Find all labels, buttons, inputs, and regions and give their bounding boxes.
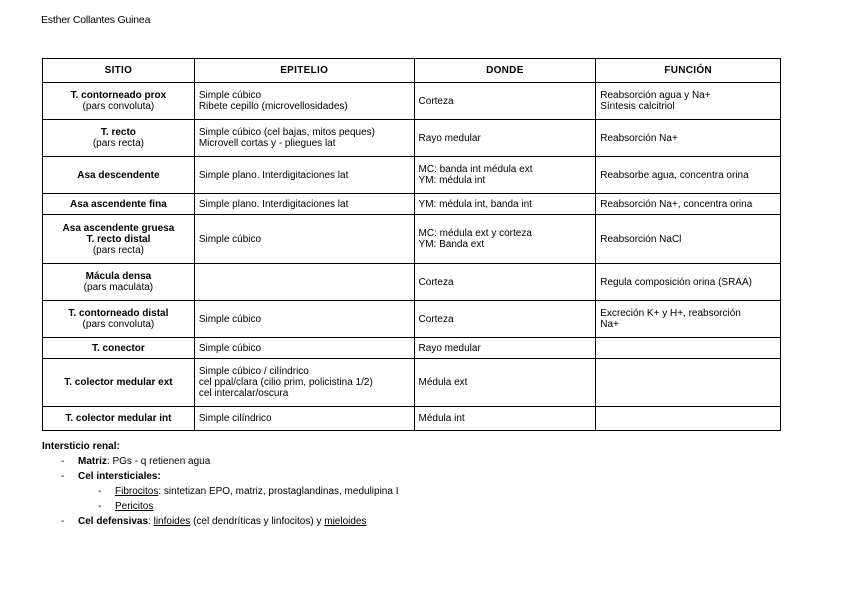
sitio-subtitle: (pars convoluta) <box>82 319 155 330</box>
pericitos-label: Pericitos <box>115 501 154 512</box>
list-item-cel-intersticiales <box>42 469 398 484</box>
donde-line: Corteza <box>418 313 454 325</box>
cell-donde <box>414 301 596 338</box>
header-donde: DONDE <box>414 59 596 83</box>
cell-funcion <box>596 407 781 431</box>
author-name: Esther Collantes Guinea <box>41 14 151 26</box>
cell-epitelio <box>194 264 414 301</box>
sitio-name: Mácula densa <box>85 271 152 282</box>
cell-donde <box>414 264 596 301</box>
bullet-dash: - <box>98 486 102 497</box>
cell-funcion <box>596 194 781 215</box>
epitelio-line: cel intercalar/oscura <box>198 388 289 399</box>
cell-donde <box>414 215 596 264</box>
cell-sitio <box>43 407 195 431</box>
table-row <box>43 215 781 264</box>
donde-line: Corteza <box>418 276 454 288</box>
cell-epitelio <box>194 194 414 215</box>
epitelio-line: Simple cúbico <box>198 233 262 245</box>
sitio-subtitle: (pars convoluta) <box>82 101 155 112</box>
header-funcion: FUNCIÓN <box>596 59 781 83</box>
list-item-matriz <box>42 454 398 469</box>
cell-donde <box>414 83 596 120</box>
cel-defensivas-sep: : <box>148 516 154 527</box>
table-row <box>43 157 781 194</box>
donde-line: Médula int <box>418 413 465 424</box>
epitelio-line: Microvell cortas y - pliegues lat <box>198 138 336 149</box>
epitelio-line: Simple cilíndrico <box>198 413 272 424</box>
bullet-dash: - <box>61 516 65 527</box>
cell-epitelio <box>194 407 414 431</box>
table-row <box>43 359 781 407</box>
table-row <box>43 83 781 120</box>
cell-epitelio <box>194 157 414 194</box>
list-item-pericitos <box>42 499 398 514</box>
nephron-table <box>42 58 781 431</box>
cell-funcion <box>596 83 781 120</box>
cell-donde <box>414 120 596 157</box>
epitelio-line: Simple plano. Interdigitaciones lat <box>198 169 349 181</box>
cell-funcion <box>596 359 781 407</box>
funcion-line: Reabsorción Na+, concentra orina <box>600 198 753 210</box>
header-sitio: SITIO <box>43 59 195 83</box>
cell-epitelio <box>194 215 414 264</box>
table-row <box>43 120 781 157</box>
table-row <box>43 338 781 359</box>
sitio-name: Asa ascendente fina <box>70 198 167 210</box>
cel-defensivas-label: Cel defensivas <box>78 516 149 527</box>
donde-line: Médula ext <box>418 377 468 388</box>
cell-sitio <box>43 120 195 157</box>
sitio-subtitle: (pars recta) <box>92 138 144 149</box>
cell-sitio <box>43 215 195 264</box>
sitio-name: T. colector medular int <box>65 413 172 424</box>
list-item-fibrocitos <box>42 484 398 499</box>
linfoides-label: linfoides <box>153 516 191 527</box>
epitelio-line: Simple cúbico <box>198 313 262 325</box>
donde-line: YM: médula int <box>418 175 486 186</box>
bullet-dash: - <box>61 471 65 482</box>
epitelio-line: Simple cúbico (cel bajas, mitos peques) <box>198 127 376 138</box>
table-row <box>43 264 781 301</box>
list-item-cel-defensivas <box>42 514 398 529</box>
notes-heading: Intersticio renal: <box>42 441 120 452</box>
cell-donde <box>414 194 596 215</box>
sitio-name: T. contorneado prox <box>70 90 167 101</box>
epitelio-line: Simple cúbico / cilíndrico <box>198 366 309 377</box>
cell-funcion <box>596 301 781 338</box>
funcion-line: Excreción K+ y H+, reabsorción <box>600 308 741 319</box>
mieloides-label: mieloides <box>324 516 367 527</box>
cell-sitio <box>43 264 195 301</box>
cell-donde <box>414 407 596 431</box>
table-header-row <box>43 59 781 83</box>
cell-epitelio <box>194 359 414 407</box>
donde-line: MC: médula ext y corteza <box>418 228 532 239</box>
interstitium-notes <box>42 439 398 529</box>
cell-sitio <box>43 194 195 215</box>
cell-sitio <box>43 338 195 359</box>
cell-sitio <box>43 157 195 194</box>
cell-sitio <box>43 83 195 120</box>
cell-donde <box>414 157 596 194</box>
epitelio-line: Simple cúbico <box>198 342 262 354</box>
sitio-subtitle: (pars maculata) <box>83 282 154 293</box>
donde-line: Corteza <box>418 95 454 107</box>
header-epitelio: EPITELIO <box>194 59 414 83</box>
cel-intersticiales-label: Cel intersticiales: <box>78 471 161 482</box>
cell-epitelio <box>194 83 414 120</box>
funcion-line: Reabsorbe agua, concentra orina <box>600 169 749 181</box>
matriz-label: Matriz <box>78 456 107 467</box>
sitio-name: T. recto distal <box>86 233 151 245</box>
donde-line: Rayo medular <box>418 132 481 144</box>
funcion-line: Reabsorción agua y Na+ <box>600 90 711 101</box>
table-row <box>43 407 781 431</box>
cel-defensivas-mid: (cel dendríticas y linfocitos) y <box>190 516 325 527</box>
bullet-dash: - <box>98 501 102 512</box>
donde-line: YM: Banda ext <box>418 239 485 250</box>
bullet-dash: - <box>61 456 65 467</box>
funcion-line: Na+ <box>600 319 619 330</box>
funcion-line: Reabsorción NaCl <box>600 233 682 245</box>
cell-epitelio <box>194 338 414 359</box>
cell-sitio <box>43 359 195 407</box>
donde-line: Rayo medular <box>418 342 481 354</box>
funcion-line: Regula composición orina (SRAA) <box>600 276 752 288</box>
cell-donde <box>414 359 596 407</box>
notes-list <box>42 454 398 529</box>
cell-epitelio <box>194 120 414 157</box>
sitio-name: T. colector medular ext <box>64 377 173 388</box>
cell-funcion <box>596 120 781 157</box>
epitelio-line: cel ppal/clara (cilio prim, policistina 1/2) <box>198 377 373 388</box>
epitelio-line: Simple plano. Interdigitaciones lat <box>198 198 349 210</box>
cell-funcion <box>596 215 781 264</box>
cell-epitelio <box>194 301 414 338</box>
sitio-name: T. recto <box>100 127 136 138</box>
donde-line: MC: banda int médula ext <box>418 164 533 175</box>
sitio-name: Asa ascendente gruesa <box>62 222 175 234</box>
table-row <box>43 301 781 338</box>
fibrocitos-label: Fibrocitos <box>115 486 159 497</box>
cell-sitio <box>43 301 195 338</box>
fibrocitos-text: : sintetizan EPO, matriz, prostaglandinas, medulipina I <box>158 486 399 497</box>
sitio-name: T. contorneado distal <box>68 308 169 319</box>
sitio-subtitle: (pars recta) <box>92 244 144 256</box>
sitio-name: T. conector <box>92 342 145 354</box>
donde-line: YM: médula int, banda int <box>418 198 532 210</box>
funcion-line: Reabsorción Na+ <box>600 132 678 144</box>
cell-funcion <box>596 338 781 359</box>
funcion-line: Síntesis calcitriol <box>600 101 675 112</box>
cell-donde <box>414 338 596 359</box>
sitio-name: Asa descendente <box>77 169 160 181</box>
epitelio-line: Simple cúbico <box>198 90 262 101</box>
cell-funcion <box>596 264 781 301</box>
epitelio-line: Ribete cepillo (microvellosidades) <box>198 101 348 112</box>
table-row <box>43 194 781 215</box>
cell-funcion <box>596 157 781 194</box>
matriz-text: : PGs - q retienen agua <box>106 456 211 467</box>
